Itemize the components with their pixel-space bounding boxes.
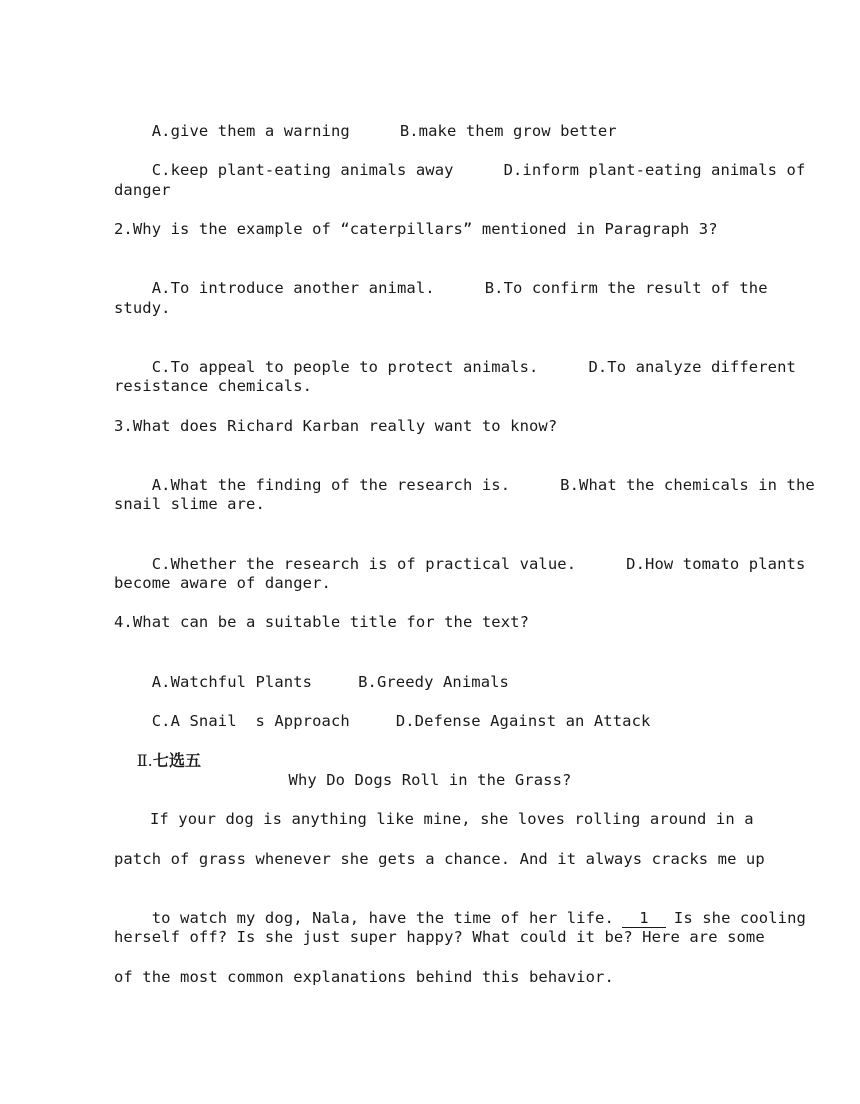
q1-option-b: B.make them grow better	[399, 122, 617, 140]
q3-option-d-continued: become aware of danger.	[114, 574, 331, 592]
q2-stem: 2.Why is the example of “caterpillars” mentioned in Paragraph 3?	[114, 220, 718, 238]
q3-option-d: D.How tomato plants	[626, 555, 806, 573]
passage-line-3-tail: Is she cooling	[673, 909, 806, 927]
q2-option-a: A.To introduce another animal.	[151, 279, 435, 297]
q3-option-b-continued: snail slime are.	[114, 495, 265, 513]
section-roman-numeral: Ⅱ.	[136, 751, 153, 770]
passage-title: Why Do Dogs Roll in the Grass?	[288, 771, 572, 789]
q2-option-d: D.To analyze different	[588, 358, 796, 376]
q3-stem: 3.What does Richard Karban really want to know?	[114, 417, 558, 435]
q3-option-c: C.Whether the research is of practical value.	[151, 555, 577, 573]
passage-line-1: If your dog is anything like mine, she loves rolling around in a	[150, 810, 754, 828]
q4-option-d: D.Defense Against an Attack	[395, 712, 651, 730]
section-label: 七选五	[152, 751, 202, 770]
q4-stem: 4.What can be a suitable title for the text?	[114, 613, 529, 631]
q2-option-b: B.To confirm the result of the	[484, 279, 768, 297]
q1-option-d: D.inform plant-eating animals of	[503, 161, 806, 179]
passage-line-4: herself off? Is she just super happy? What could it be? Here are some	[114, 928, 765, 946]
q3-option-b: B.What the chemicals in the	[560, 476, 815, 494]
q4-option-b: B.Greedy Animals	[358, 673, 509, 691]
passage-line-5: of the most common explanations behind this behavior.	[114, 968, 614, 986]
q3-option-a: A.What the finding of the research is.	[151, 476, 511, 494]
passage-line-3-text: to watch my dog, Nala, have the time of her life.	[151, 909, 614, 927]
passage-line-2: patch of grass whenever she gets a chance. And it always cracks me up	[114, 850, 765, 868]
q1-option-a: A.give them a warning	[151, 122, 350, 140]
blank-1: 1	[622, 909, 666, 928]
q2-option-c: C.To appeal to people to protect animals.	[151, 358, 539, 376]
q4-option-a: A.Watchful Plants	[151, 673, 313, 691]
q1-option-c: C.keep plant-eating animals away	[151, 161, 454, 179]
q1-option-d-continued: danger	[114, 181, 171, 199]
q2-option-d-continued: resistance chemicals.	[114, 377, 313, 395]
q4-option-c: C.A Snail s Approach	[151, 712, 350, 730]
q2-option-b-continued: study.	[114, 299, 171, 317]
